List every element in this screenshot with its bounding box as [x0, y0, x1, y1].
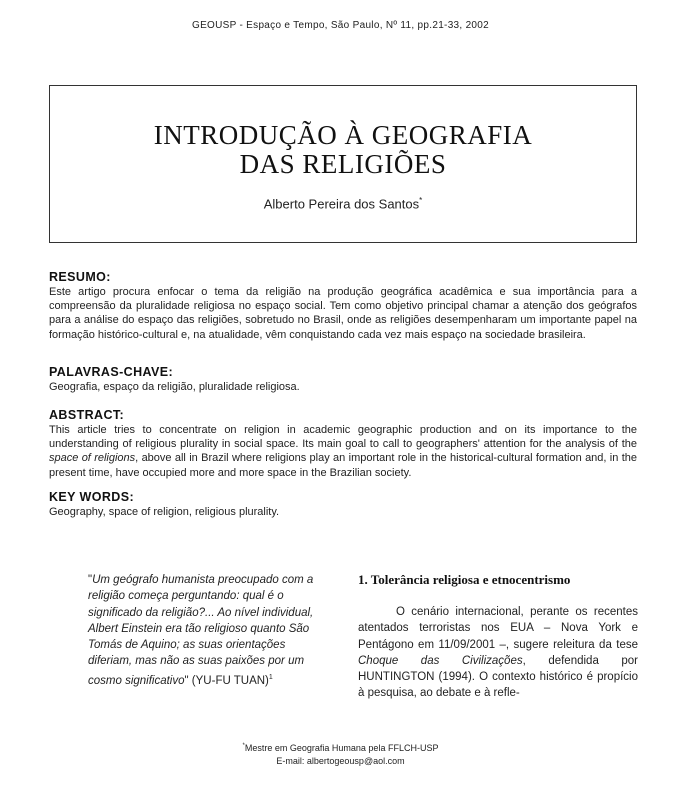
- article-title-line-1: INTRODUÇÃO À GEOGRAFIA: [153, 120, 533, 150]
- footnote-mark: *: [242, 743, 245, 749]
- resumo-text: Este artigo procura enfocar o tema da religião na produção geográfica acadêmica e sua importância para a compreensão da pluralidade religiosa no espaço social. Tem como objetivo principal chamar a atenção dos geógrafos para a análise do espaço das religiões, sobretudo no Brasil, onde as religiões desempenharam um importante papel na formação histórico-cultural e, na atualidade, vêm conquistando cada vez mais espaço na sociedade brasileira.: [49, 286, 637, 341]
- author-name: Alberto Pereira dos Santos: [263, 196, 420, 212]
- keywords-section: [49, 490, 637, 519]
- article-title-line-2: DAS RELIGIÕES: [239, 149, 447, 179]
- palavras-chave-heading: PALAVRAS-CHAVE:: [49, 365, 174, 379]
- author-footnote-mark: *: [419, 196, 423, 205]
- resumo-section: [49, 270, 637, 342]
- epigraph-open-quote: ": [88, 574, 93, 586]
- section-1-text-part-1: O cenário internacional, perante os recentes atentados terroristas nos EUA – Nova York e Pentágono em 11/09/2001 –, sugere releitura da tese: [358, 606, 638, 651]
- footnote-affiliation: Mestre em Geografia Humana pela FFLCH-USP: [244, 743, 439, 753]
- keywords-heading: KEY WORDS:: [49, 490, 135, 504]
- section-1-text-italic: Choque das Civilizações: [358, 654, 523, 667]
- abstract-text-part-1: This article tries to concentrate on religion in academic geographic production and on its importance to the understanding of religious plurality in social space. Its main goal to call to geographers' attention for the analysis of the: [49, 424, 637, 451]
- abstract-section: [49, 408, 637, 480]
- footnote: [0, 740, 681, 768]
- palavras-chave-section: [49, 365, 637, 394]
- section-1-text-part-2: , defendida por HUNTINGTON (1994). O contexto histórico é propício à pesquisa, ao debate e à refle-: [358, 654, 638, 700]
- abstract-text: [49, 423, 637, 480]
- abstract-heading: ABSTRACT:: [49, 408, 125, 422]
- title-box: [49, 85, 637, 243]
- running-header: GEOUSP - Espaço e Tempo, São Paulo, Nº 11, pp.21-33, 2002: [191, 20, 490, 31]
- author-line: [50, 196, 636, 211]
- epigraph-attribution: (YU-FU TUAN): [188, 674, 269, 687]
- footnote-email: E-mail: albertogeousp@aol.com: [276, 756, 405, 766]
- epigraph-quote: Um geógrafo humanista preocupado com a religião começa perguntando: qual é o significado da religião?... Ao nível individual, Albert Einstein era tão religioso quanto São Tomás de Aquino; as suas orientações diferiam, mas não as suas paixões por um cosmo significativo: [88, 574, 314, 687]
- section-1-paragraph: [358, 604, 638, 702]
- resumo-heading: RESUMO:: [49, 270, 111, 284]
- section-1: [358, 572, 638, 702]
- epigraph-close-quote: ": [184, 674, 189, 687]
- section-1-title: 1. Tolerância religiosa e etnocentrismo: [358, 572, 571, 587]
- keywords-text: Geography, space of religion, religious plurality.: [49, 506, 280, 518]
- epigraph-note-mark: 1: [268, 673, 273, 681]
- abstract-text-italic: space of religions: [49, 452, 136, 465]
- palavras-chave-text: Geografia, espaço da religião, pluralidade religiosa.: [49, 381, 300, 393]
- abstract-text-part-2: , above all in Brazil where religions play an important role in the historical-cultural formation and, in the present time, have occupied more and more space in the Brazilian society.: [49, 452, 637, 479]
- footnote-line-1: [0, 740, 681, 755]
- epigraph: [88, 572, 318, 689]
